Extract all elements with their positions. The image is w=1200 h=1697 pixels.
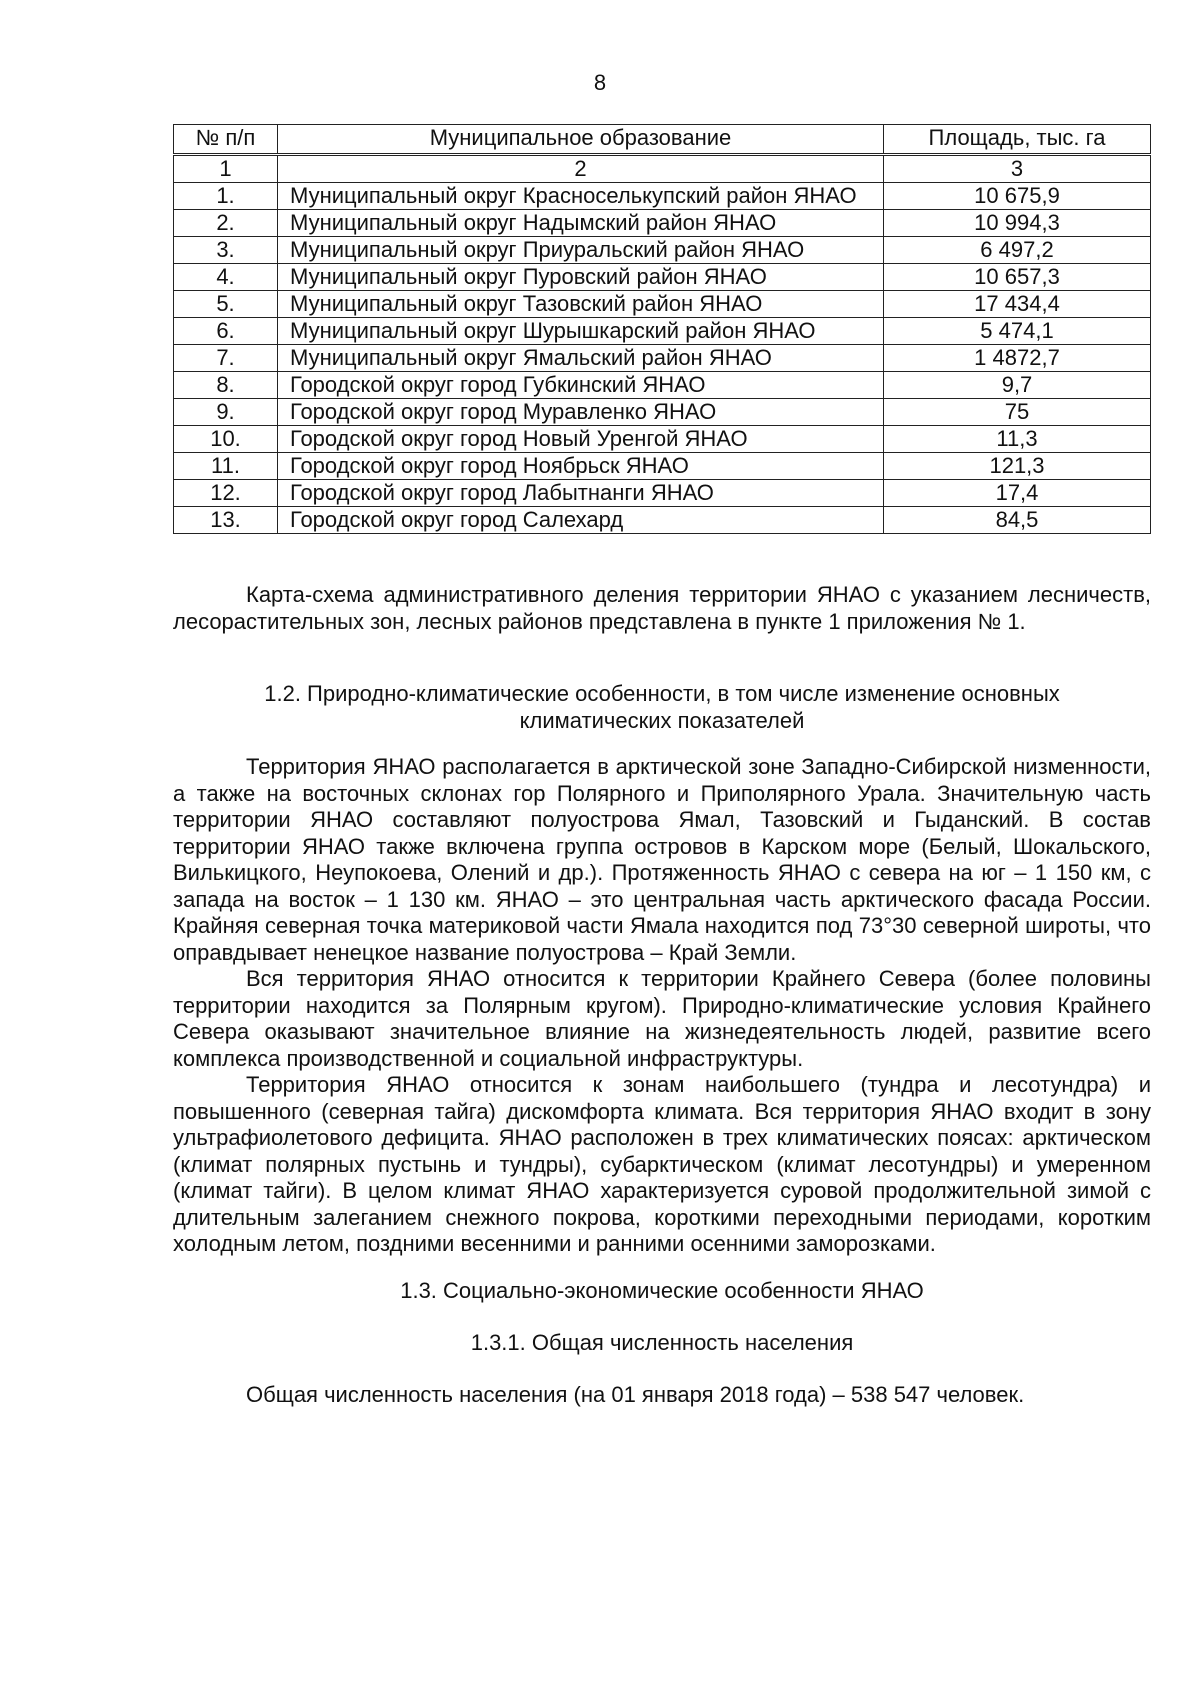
header-area: Площадь, тыс. га <box>884 125 1151 155</box>
table-index-row <box>174 155 1151 183</box>
table-row <box>174 210 1151 237</box>
area-value: 5 474,1 <box>884 318 1151 345</box>
population-paragraph <box>173 1382 1151 1409</box>
area-value: 9,7 <box>884 372 1151 399</box>
section-1-2-body <box>173 754 1151 1258</box>
row-number: 2. <box>174 210 278 237</box>
row-number: 3. <box>174 237 278 264</box>
area-value: 6 497,2 <box>884 237 1151 264</box>
row-number: 9. <box>174 399 278 426</box>
table-row <box>174 291 1151 318</box>
row-number: 8. <box>174 372 278 399</box>
row-number: 4. <box>174 264 278 291</box>
municipality-name: Муниципальный округ Тазовский район ЯНАО <box>278 291 884 318</box>
municipality-name: Городской округ город Муравленко ЯНАО <box>278 399 884 426</box>
paragraph: Вся территория ЯНАО относится к территории Крайнего Севера (более половины территории находится за Полярным кругом). Природно-климатические условия Крайнего Севера оказывают значительное влияние на жизнедеятельность людей, развитие всего комплекса производственной и социальной инфраструктуры. <box>173 966 1151 1071</box>
paragraph: Территория ЯНАО располагается в арктической зоне Западно-Сибирской низменности, а также на восточных склонах гор Полярного и Приполярного Урала. Значительную часть территории ЯНАО составляют полуострова Ямал, Тазовский и Гыданский. В состав территории ЯНАО также включена группа островов в Карском море (Белый, Шокальского, Вилькицкого, Неупокоева, Олений и др.). Протяженность ЯНАО с севера на юг – 1 150 км, с запада на восток – 1 130 км. ЯНАО – это центральная часть арктического фасада России. Крайняя северная точка материковой части Ямала находится под 73°30 северной широты, что оправдывает ненецкое название полуострова – Край Земли. <box>173 754 1151 965</box>
index-cell: 3 <box>884 155 1151 183</box>
row-number: 1. <box>174 183 278 210</box>
table-row <box>174 183 1151 210</box>
table-row <box>174 507 1151 534</box>
table-row <box>174 426 1151 453</box>
index-cell: 2 <box>278 155 884 183</box>
row-number: 10. <box>174 426 278 453</box>
row-number: 13. <box>174 507 278 534</box>
table-row <box>174 264 1151 291</box>
municipality-name: Муниципальный округ Ямальский район ЯНАО <box>278 345 884 372</box>
municipality-name: Муниципальный округ Пуровский район ЯНАО <box>278 264 884 291</box>
municipality-name: Городской округ город Губкинский ЯНАО <box>278 372 884 399</box>
table-row <box>174 345 1151 372</box>
municipality-name: Городской округ город Салехард <box>278 507 884 534</box>
map-note-text: Карта-схема административного деления территории ЯНАО с указанием лесничеств, лесорастительных зон, лесных районов представлена в пункте 1 приложения № 1. <box>173 582 1151 634</box>
row-number: 12. <box>174 480 278 507</box>
section-1-3-title: 1.3. Социально-экономические особенности ЯНАО <box>400 1278 924 1303</box>
municipality-name: Городской округ город Новый Уренгой ЯНАО <box>278 426 884 453</box>
table-row <box>174 372 1151 399</box>
area-value: 10 657,3 <box>884 264 1151 291</box>
table-header-row <box>174 125 1151 155</box>
row-number: 6. <box>174 318 278 345</box>
municipality-name: Муниципальный округ Приуральский район ЯНАО <box>278 237 884 264</box>
area-value: 10 994,3 <box>884 210 1151 237</box>
area-value: 10 675,9 <box>884 183 1151 210</box>
table-row <box>174 318 1151 345</box>
header-number: № п/п <box>174 125 278 155</box>
area-value: 1 4872,7 <box>884 345 1151 372</box>
area-value: 75 <box>884 399 1151 426</box>
index-cell: 1 <box>174 155 278 183</box>
area-value: 11,3 <box>884 426 1151 453</box>
municipality-name: Городской округ город Ноябрьск ЯНАО <box>278 453 884 480</box>
row-number: 7. <box>174 345 278 372</box>
map-note-paragraph <box>173 582 1151 635</box>
municipality-name: Муниципальный округ Надымский район ЯНАО <box>278 210 884 237</box>
municipal-area-table <box>173 124 1151 534</box>
row-number: 5. <box>174 291 278 318</box>
page-number: 8 <box>593 70 607 95</box>
area-value: 84,5 <box>884 507 1151 534</box>
table-row <box>174 399 1151 426</box>
section-1-3-1-title: 1.3.1. Общая численность населения <box>470 1330 854 1355</box>
area-value: 121,3 <box>884 453 1151 480</box>
municipality-name: Муниципальный округ Шурышкарский район ЯНАО <box>278 318 884 345</box>
table-row <box>174 480 1151 507</box>
table-row <box>174 237 1151 264</box>
row-number: 11. <box>174 453 278 480</box>
paragraph: Территория ЯНАО относится к зонам наибольшего (тундра и лесотундра) и повышенного (северная тайга) дискомфорта климата. Вся территория ЯНАО входит в зону ультрафиолетового дефицита. ЯНАО расположен в трех климатических поясах: арктическом (климат полярных пустынь и тундры), субарктическом (климат лесотундры) и умеренном (климат тайги). В целом климат ЯНАО характеризуется суровой продолжительной зимой с длительным залеганием снежного покрова, короткими переходными периодами, коротким холодным летом, поздними весенними и ранними осенними заморозками. <box>173 1072 1151 1256</box>
municipality-name: Муниципальный округ Красноселькупский район ЯНАО <box>278 183 884 210</box>
area-value: 17,4 <box>884 480 1151 507</box>
header-municipality: Муниципальное образование <box>278 125 884 155</box>
area-value: 17 434,4 <box>884 291 1151 318</box>
population-text: Общая численность населения (на 01 января 2018 года) – 538 547 человек. <box>246 1382 1025 1407</box>
section-1-2-title: 1.2. Природно-климатические особенности, в том числе изменение основных климатических показателей <box>264 681 1060 733</box>
table-row <box>174 453 1151 480</box>
municipality-name: Городской округ город Лабытнанги ЯНАО <box>278 480 884 507</box>
